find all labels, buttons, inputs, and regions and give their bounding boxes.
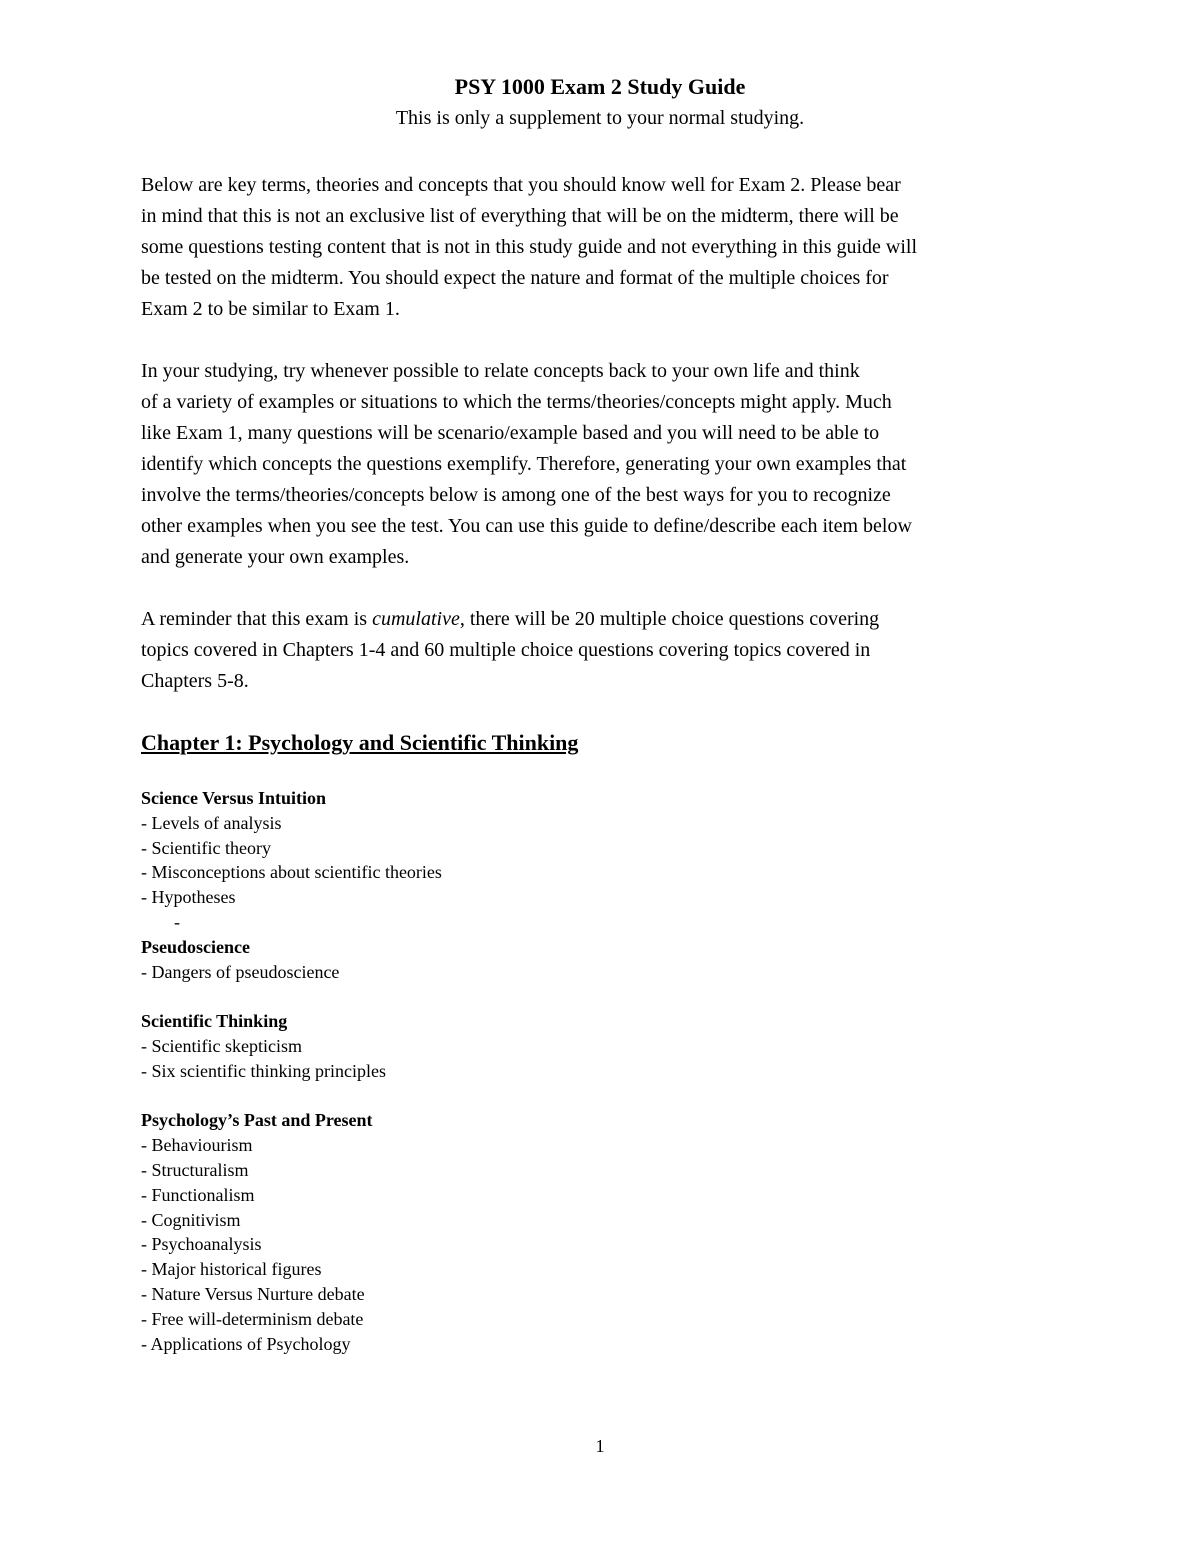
section-heading: Pseudoscience (141, 936, 250, 957)
list-item: - Levels of analysis (141, 812, 282, 833)
list-item: - Hypotheses (141, 887, 236, 908)
list-item: - Major historical figures (141, 1259, 322, 1280)
document-subtitle: This is only a supplement to your normal studying. (395, 107, 805, 129)
cumulative-emphasis: cumulative (372, 608, 460, 630)
paragraph-line: In your studying, try whenever possible to relate concepts back to your own life and think (141, 360, 860, 382)
section-spacer (141, 984, 1041, 1009)
paragraph-line: Exam 2 to be similar to Exam 1. (141, 298, 400, 320)
list-item: - Nature Versus Nurture debate (141, 1283, 365, 1304)
list-item: - Functionalism (141, 1184, 255, 1205)
page-number: 1 (595, 1436, 605, 1456)
section-heading: Science Versus Intuition (141, 788, 327, 808)
intro-paragraph (141, 170, 1071, 325)
chapter-sections (141, 786, 1041, 1356)
paragraph-line: topics covered in Chapters 1-4 and 60 multiple choice questions covering topics covered in (141, 639, 871, 661)
list-item: - Free will-determinism debate (141, 1308, 364, 1329)
paragraph-line: involve the terms/theories/concepts below is among one of the best ways for you to recognize (141, 484, 891, 506)
list-item: - Scientific theory (141, 837, 271, 858)
paragraph-line (141, 604, 1071, 635)
section-heading: Psychology’s Past and Present (141, 1110, 373, 1131)
list-item: - Scientific skepticism (141, 1035, 302, 1056)
document-title: PSY 1000 Exam 2 Study Guide (454, 74, 746, 99)
paragraph-line: in mind that this is not an exclusive list of everything that will be on the midterm, there will be (141, 205, 899, 227)
paragraph-line: other examples when you see the test. You can use this guide to define/describe each item below (141, 515, 912, 537)
exam-reminder-paragraph (141, 604, 1071, 697)
paragraph-line: identify which concepts the questions exemplify. Therefore, generating your own examples that (141, 453, 907, 475)
list-item: - Behaviourism (141, 1135, 253, 1156)
paragraph-line: Chapters 5-8. (141, 670, 249, 692)
section-spacer (141, 1084, 1041, 1109)
list-item: - Cognitivism (141, 1209, 241, 1230)
paragraph-line: and generate your own examples. (141, 546, 410, 568)
chapter-heading: Chapter 1: Psychology and Scientific Thinking (141, 730, 579, 755)
paragraph-line: of a variety of examples or situations to which the terms/theories/concepts might apply. Much (141, 391, 892, 413)
paragraph-line: be tested on the midterm. You should expect the nature and format of the multiple choices for (141, 267, 889, 289)
paragraph-line: Below are key terms, theories and concepts that you should know well for Exam 2. Please bear (141, 174, 901, 196)
empty-list-item: - (174, 911, 180, 932)
paragraph-line: some questions testing content that is not in this study guide and not everything in this guide will (141, 236, 918, 258)
list-item: - Structuralism (141, 1159, 249, 1180)
reminder-text-after: , there will be 20 multiple choice questions covering (459, 608, 880, 630)
list-item: - Misconceptions about scientific theories (141, 862, 442, 883)
list-item: - Dangers of pseudoscience (141, 961, 340, 982)
paragraph-line: like Exam 1, many questions will be scenario/example based and you will need to be able to (141, 422, 880, 444)
reminder-text-before: A reminder that this exam is (141, 608, 373, 630)
list-item: - Applications of Psychology (141, 1333, 351, 1354)
list-item: - Six scientific thinking principles (141, 1060, 386, 1081)
studying-advice-paragraph (141, 356, 1071, 573)
section-heading: Scientific Thinking (141, 1011, 288, 1032)
list-item: - Psychoanalysis (141, 1234, 262, 1255)
